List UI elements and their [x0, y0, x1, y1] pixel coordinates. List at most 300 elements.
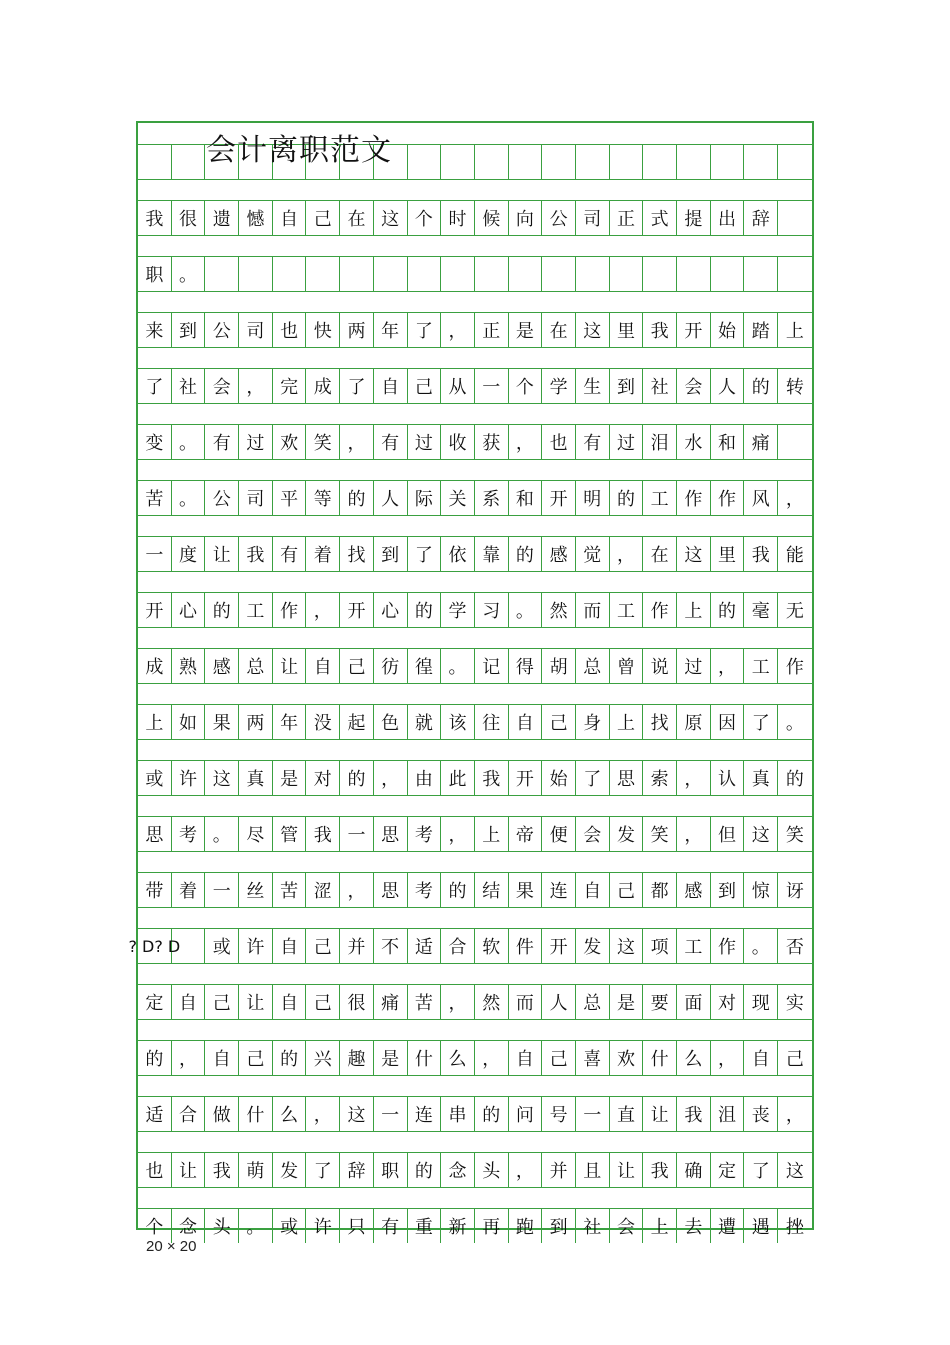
- grid-cell: 号: [542, 1097, 576, 1131]
- grid-cell: 直: [610, 1097, 644, 1131]
- grid-cell: 苦: [273, 873, 307, 907]
- grid-cell: 正: [610, 201, 644, 235]
- grid-cell: 生: [576, 369, 610, 403]
- grid-cell: 关: [441, 481, 475, 515]
- grid-cell: [475, 145, 509, 179]
- grid-cell: 我: [138, 201, 172, 235]
- grid-cell: 己: [610, 873, 644, 907]
- grid-cell: [374, 257, 408, 291]
- grid-cell: 我: [744, 537, 778, 571]
- grid-cell: 索: [643, 761, 677, 795]
- grid-cell: 的: [340, 481, 374, 515]
- grid-cell: 让: [172, 1153, 206, 1187]
- grid-cell: 系: [475, 481, 509, 515]
- grid-cell: 有: [374, 425, 408, 459]
- grid-cell: 出: [711, 201, 745, 235]
- row-spacer: [138, 571, 812, 593]
- grid-cell: 并: [542, 1153, 576, 1187]
- grid-cell: 考: [408, 817, 442, 851]
- grid-cell: 辞: [744, 201, 778, 235]
- grid-cell: 苦: [408, 985, 442, 1019]
- grid-cell: 了: [408, 313, 442, 347]
- grid-cell: 人: [542, 985, 576, 1019]
- grid-cell: 工: [744, 649, 778, 683]
- grid-cell: 痛: [744, 425, 778, 459]
- grid-cell: 转: [785, 377, 804, 398]
- grid-cell: 什: [643, 1041, 677, 1075]
- grid-cell: 的: [509, 537, 543, 571]
- grid-cell: 实: [785, 993, 804, 1014]
- grid-cell: 这: [610, 929, 644, 963]
- grid-cell: 上: [610, 705, 644, 739]
- grid-cell: 上: [677, 593, 711, 627]
- grid-cell: 自: [306, 649, 340, 683]
- grid-cell: 该: [441, 705, 475, 739]
- grid-cell: 这: [785, 1161, 804, 1182]
- grid-cell: 到: [711, 873, 745, 907]
- grid-cell: 遗: [205, 201, 239, 235]
- grid-cell: 会: [677, 369, 711, 403]
- row-spacer: [138, 179, 812, 201]
- grid-cell: 果: [509, 873, 543, 907]
- grid-cell: 是: [509, 313, 543, 347]
- grid-cell: 身: [576, 705, 610, 739]
- grid-cell: 我: [643, 1153, 677, 1187]
- grid-cell: 的: [408, 1153, 442, 1187]
- grid-cell: 自: [509, 1041, 543, 1075]
- grid-cell: 工: [643, 481, 677, 515]
- grid-cell: [542, 145, 576, 179]
- grid-cell: 苦: [138, 481, 172, 515]
- grid-cell: 工: [239, 593, 273, 627]
- grid-cell: 是: [273, 761, 307, 795]
- grid-cell: 式: [643, 201, 677, 235]
- grid-cell: 熟: [172, 649, 206, 683]
- grid-cell: 两: [239, 705, 273, 739]
- grid-cell: 没: [306, 705, 340, 739]
- grid-cell: 如: [172, 705, 206, 739]
- grid-cell: 是: [374, 1041, 408, 1075]
- grid-cell: 总: [239, 649, 273, 683]
- grid-cell: 。: [172, 425, 206, 459]
- grid-cell: 沮: [711, 1097, 745, 1131]
- grid-cell: 很: [340, 985, 374, 1019]
- grid-cell: 做: [205, 1097, 239, 1131]
- grid-cell: 候: [475, 201, 509, 235]
- grid-cell: 时: [441, 201, 475, 235]
- grid-cell: 快: [306, 313, 340, 347]
- grid-row: [138, 481, 812, 515]
- grid-cell: 自: [744, 1041, 778, 1075]
- grid-cell: [475, 257, 509, 291]
- grid-cell: 的: [408, 593, 442, 627]
- grid-cell: 么: [441, 1041, 475, 1075]
- grid-cell: 的: [711, 593, 745, 627]
- grid-cell: 得: [509, 649, 543, 683]
- grid-cell: 了: [576, 761, 610, 795]
- grid-cell: 。: [172, 257, 206, 291]
- grid-cell: [205, 257, 239, 291]
- grid-cell: 的: [610, 481, 644, 515]
- grid-row: [138, 1209, 812, 1243]
- grid-cell: 。: [744, 929, 778, 963]
- grid-cell: 职: [374, 1153, 408, 1187]
- grid-cell: 头: [475, 1153, 509, 1187]
- grid-cell: ，: [340, 873, 374, 907]
- grid-cell: ，: [374, 761, 408, 795]
- grid-cell: 不: [374, 929, 408, 963]
- grid-row: [138, 649, 812, 683]
- grid-cell: 的: [340, 761, 374, 795]
- grid-cell: 软: [475, 929, 509, 963]
- grid-cell: 到: [374, 537, 408, 571]
- grid-cell: 说: [643, 649, 677, 683]
- grid-cell: 一: [576, 1097, 610, 1131]
- grid-cell: [643, 257, 677, 291]
- grid-cell: [744, 257, 778, 291]
- grid-cell: 有: [205, 425, 239, 459]
- grid-cell: 从: [441, 369, 475, 403]
- grid-cell: 许: [172, 761, 206, 795]
- grid-cell: 曾: [610, 649, 644, 683]
- grid-cell: 着: [306, 537, 340, 571]
- grid-cell: 自: [374, 369, 408, 403]
- grid-cell: 会: [205, 369, 239, 403]
- grid-cell: 色: [374, 705, 408, 739]
- grid-cell: [778, 145, 812, 179]
- grid-cell: ，: [677, 817, 711, 851]
- row-spacer: [138, 347, 812, 369]
- grid-cell: 和: [509, 481, 543, 515]
- grid-cell: 胡: [542, 649, 576, 683]
- grid-cell: 平: [273, 481, 307, 515]
- grid-cell: 公: [542, 201, 576, 235]
- grid-cell: 我: [643, 313, 677, 347]
- grid-cell: 此: [441, 761, 475, 795]
- grid-cell: 在: [340, 201, 374, 235]
- grid-cell: 作: [677, 481, 711, 515]
- grid-cell: 会: [576, 817, 610, 851]
- grid-row: [128, 929, 812, 963]
- grid-cell: 也: [138, 1153, 172, 1187]
- grid-cell: 学: [441, 593, 475, 627]
- grid-cell: 就: [408, 705, 442, 739]
- grid-cell: 工: [610, 593, 644, 627]
- grid-cell: 公: [205, 481, 239, 515]
- grid-cell: 否: [785, 937, 804, 958]
- grid-cell: 念: [441, 1153, 475, 1187]
- grid-cell: 。: [205, 817, 239, 851]
- grid-cell: 在: [542, 313, 576, 347]
- grid-cell: 正: [475, 313, 509, 347]
- row-spacer: [138, 963, 812, 985]
- grid-cell: 的: [441, 873, 475, 907]
- grid-cell: 了: [744, 1153, 778, 1187]
- grid-cell: 丧: [744, 1097, 778, 1131]
- grid-cell: 跑: [509, 1209, 543, 1243]
- grid-cell: 开: [677, 313, 711, 347]
- grid-cell: 上: [643, 1209, 677, 1243]
- row-spacer: [138, 907, 812, 929]
- grid-cell: 一: [205, 873, 239, 907]
- grid-cell: 风: [744, 481, 778, 515]
- grid-cell: ，: [711, 649, 745, 683]
- grid-cell: [340, 257, 374, 291]
- grid-cell: 欢: [273, 425, 307, 459]
- grid-cell: 喜: [576, 1041, 610, 1075]
- grid-cell: [273, 257, 307, 291]
- grid-cell: 思: [374, 873, 408, 907]
- grid-cell: 彷: [374, 649, 408, 683]
- grid-cell: 己: [205, 985, 239, 1019]
- grid-cell: 工: [677, 929, 711, 963]
- grid-cell: 挫: [785, 1217, 804, 1238]
- grid-cell: 觉: [576, 537, 610, 571]
- grid-cell: 成: [306, 369, 340, 403]
- grid-cell: 年: [374, 313, 408, 347]
- grid-cell: 现: [744, 985, 778, 1019]
- grid-cell: 靠: [475, 537, 509, 571]
- grid-cell: 自: [273, 201, 307, 235]
- grid-cell: [610, 145, 644, 179]
- grid-cell: 社: [576, 1209, 610, 1243]
- grid-cell: 。: [172, 481, 206, 515]
- grid-cell: ，: [785, 1105, 804, 1126]
- grid-cell: 找: [643, 705, 677, 739]
- grid-cell: [677, 145, 711, 179]
- grid-cell: 能: [785, 545, 804, 566]
- grid-cell: 定: [711, 1153, 745, 1187]
- grid-cell: 问: [509, 1097, 543, 1131]
- grid-cell: 真: [744, 761, 778, 795]
- grid-cell: 在: [643, 537, 677, 571]
- grid-cell: 始: [711, 313, 745, 347]
- grid-cell: 考: [408, 873, 442, 907]
- grid-cell: 涩: [306, 873, 340, 907]
- grid-cell: 自: [205, 1041, 239, 1075]
- grid-cell: 己: [542, 1041, 576, 1075]
- grid-cell: 适: [138, 1097, 172, 1131]
- grid-cell: 笑: [306, 425, 340, 459]
- grid-cell: 惊: [744, 873, 778, 907]
- grid-cell: 司: [576, 201, 610, 235]
- grid-cell: [306, 145, 340, 179]
- grid-cell: 己: [542, 705, 576, 739]
- grid-cell: 思: [610, 761, 644, 795]
- grid-cell: 际: [408, 481, 442, 515]
- grid-cell: 踏: [744, 313, 778, 347]
- row-spacer: [138, 291, 812, 313]
- grid-cell: 向: [509, 201, 543, 235]
- grid-cell: 了: [744, 705, 778, 739]
- grid-cell: 己: [239, 1041, 273, 1075]
- grid-cell: 辞: [340, 1153, 374, 1187]
- grid-cell: 了: [306, 1153, 340, 1187]
- row-spacer: [138, 795, 812, 817]
- grid-cell: 的: [138, 1041, 172, 1075]
- grid-cell: 司: [239, 313, 273, 347]
- grid-cell: 社: [172, 369, 206, 403]
- grid-cell: 这: [374, 201, 408, 235]
- grid-cell: 这: [576, 313, 610, 347]
- grid-cell: 两: [340, 313, 374, 347]
- grid-cell: 上: [138, 705, 172, 739]
- grid-cell: 己: [306, 985, 340, 1019]
- grid-cell: 这: [205, 761, 239, 795]
- grid-cell: 认: [711, 761, 745, 795]
- grid-cell: ，: [711, 1041, 745, 1075]
- grid-cell: [441, 145, 475, 179]
- grid-cell: ，: [306, 1097, 340, 1131]
- grid-cell: 自: [273, 929, 307, 963]
- grid-row: [138, 705, 812, 739]
- grid-cell: 成: [138, 649, 172, 683]
- grid-cell: [744, 145, 778, 179]
- grid-cell: 公: [205, 313, 239, 347]
- row-spacer: [138, 1075, 812, 1097]
- grid-cell: 人: [711, 369, 745, 403]
- grid-cell: 是: [610, 985, 644, 1019]
- grid-cell: 而: [576, 593, 610, 627]
- grid-cell: ? D? D: [138, 929, 172, 963]
- row-spacer: [138, 739, 812, 761]
- grid-cell: 笑: [785, 825, 804, 846]
- grid-cell: 作: [711, 481, 745, 515]
- grid-cell: 。: [239, 1209, 273, 1243]
- grid-cell: 感: [205, 649, 239, 683]
- grid-cell: 到: [610, 369, 644, 403]
- grid-cell: ，: [441, 313, 475, 347]
- grid-cell: 我: [306, 817, 340, 851]
- grid-cell: 个: [408, 201, 442, 235]
- grid-cell: 职: [138, 257, 172, 291]
- grid-cell: 开: [138, 593, 172, 627]
- grid-cell: 自: [273, 985, 307, 1019]
- grid-cell: 并: [340, 929, 374, 963]
- grid-row: [138, 257, 812, 291]
- grid-cell: 心: [374, 593, 408, 627]
- grid-row: [138, 425, 812, 459]
- grid-cell: 欢: [610, 1041, 644, 1075]
- grid-cell: 且: [576, 1153, 610, 1187]
- grid-cell: 这: [340, 1097, 374, 1131]
- grid-cell: 上: [785, 321, 804, 342]
- grid-cell: 兴: [306, 1041, 340, 1075]
- grid-row: [138, 1153, 812, 1187]
- grid-cell: 定: [138, 985, 172, 1019]
- grid-cell: 。: [441, 649, 475, 683]
- grid-row: [138, 1041, 812, 1075]
- grid-cell: [509, 145, 543, 179]
- grid-cell: 习: [475, 593, 509, 627]
- grid-cell: 有: [273, 537, 307, 571]
- grid-cell: 遇: [744, 1209, 778, 1243]
- grid-cell: ，: [239, 369, 273, 403]
- grid-cell: 萌: [239, 1153, 273, 1187]
- grid-cell: 过: [610, 425, 644, 459]
- grid-cell: [610, 257, 644, 291]
- grid-cell: 这: [677, 537, 711, 571]
- grid-cell: [509, 257, 543, 291]
- grid-cell: ，: [172, 1041, 206, 1075]
- grid-row: [138, 313, 812, 347]
- grid-cell: 尽: [239, 817, 273, 851]
- grid-cell: 里: [610, 313, 644, 347]
- grid-cell: 让: [205, 537, 239, 571]
- grid-cell: 或: [273, 1209, 307, 1243]
- grid-cell: 发: [576, 929, 610, 963]
- grid-cell: 过: [677, 649, 711, 683]
- grid-cell: 我: [475, 761, 509, 795]
- grid-cell: 找: [340, 537, 374, 571]
- grid-cell: 己: [306, 201, 340, 235]
- grid-cell: 思: [138, 817, 172, 851]
- grid-cell: 开: [509, 761, 543, 795]
- manuscript-grid: [128, 121, 814, 1238]
- row-spacer: [138, 235, 812, 257]
- grid-cell: [172, 145, 206, 179]
- grid-cell: 了: [138, 369, 172, 403]
- grid-cell: 里: [711, 537, 745, 571]
- grid-cell: 一: [374, 1097, 408, 1131]
- grid-cell: 作: [711, 929, 745, 963]
- grid-cell: 毫: [744, 593, 778, 627]
- grid-cell: 上: [475, 817, 509, 851]
- grid-cell: [138, 145, 172, 179]
- grid-row: [138, 985, 812, 1019]
- grid-cell: 心: [172, 593, 206, 627]
- grid-cell: ，: [509, 1153, 543, 1187]
- grid-cell: 很: [172, 201, 206, 235]
- grid-cell: 结: [475, 873, 509, 907]
- grid-cell: 作: [785, 657, 804, 678]
- row-spacer: [138, 1187, 812, 1209]
- grid-cell: [542, 257, 576, 291]
- grid-cell: 己: [306, 929, 340, 963]
- grid-row: [138, 369, 812, 403]
- grid-cell: 讶: [785, 881, 804, 902]
- grid-cell: 对: [306, 761, 340, 795]
- grid-cell: 人: [374, 481, 408, 515]
- grid-cell: 对: [711, 985, 745, 1019]
- grid-cell: 然: [542, 593, 576, 627]
- grid-cell: ，: [475, 1041, 509, 1075]
- grid-cell: 管: [273, 817, 307, 851]
- grid-cell: 过: [408, 425, 442, 459]
- grid-cell: [677, 257, 711, 291]
- grid-row: [138, 537, 812, 571]
- grid-cell: [408, 257, 442, 291]
- grid-cell: ，: [677, 761, 711, 795]
- grid-cell: 发: [610, 817, 644, 851]
- grid-cell: [273, 145, 307, 179]
- row-spacer: [138, 1019, 812, 1041]
- grid-cell: 合: [441, 929, 475, 963]
- grid-cell: 思: [374, 817, 408, 851]
- grid-cell: 了: [340, 369, 374, 403]
- grid-cell: 遭: [711, 1209, 745, 1243]
- grid-cell: 泪: [643, 425, 677, 459]
- grid-cell: 项: [643, 929, 677, 963]
- grid-cell: 度: [172, 537, 206, 571]
- grid-size-label: 20 × 20: [146, 1238, 197, 1255]
- grid-cell: 感: [677, 873, 711, 907]
- grid-cell: 笑: [643, 817, 677, 851]
- grid-cell: 考: [172, 817, 206, 851]
- grid-cell: 的: [785, 769, 804, 790]
- grid-cell: 而: [509, 985, 543, 1019]
- grid-cell: 憾: [239, 201, 273, 235]
